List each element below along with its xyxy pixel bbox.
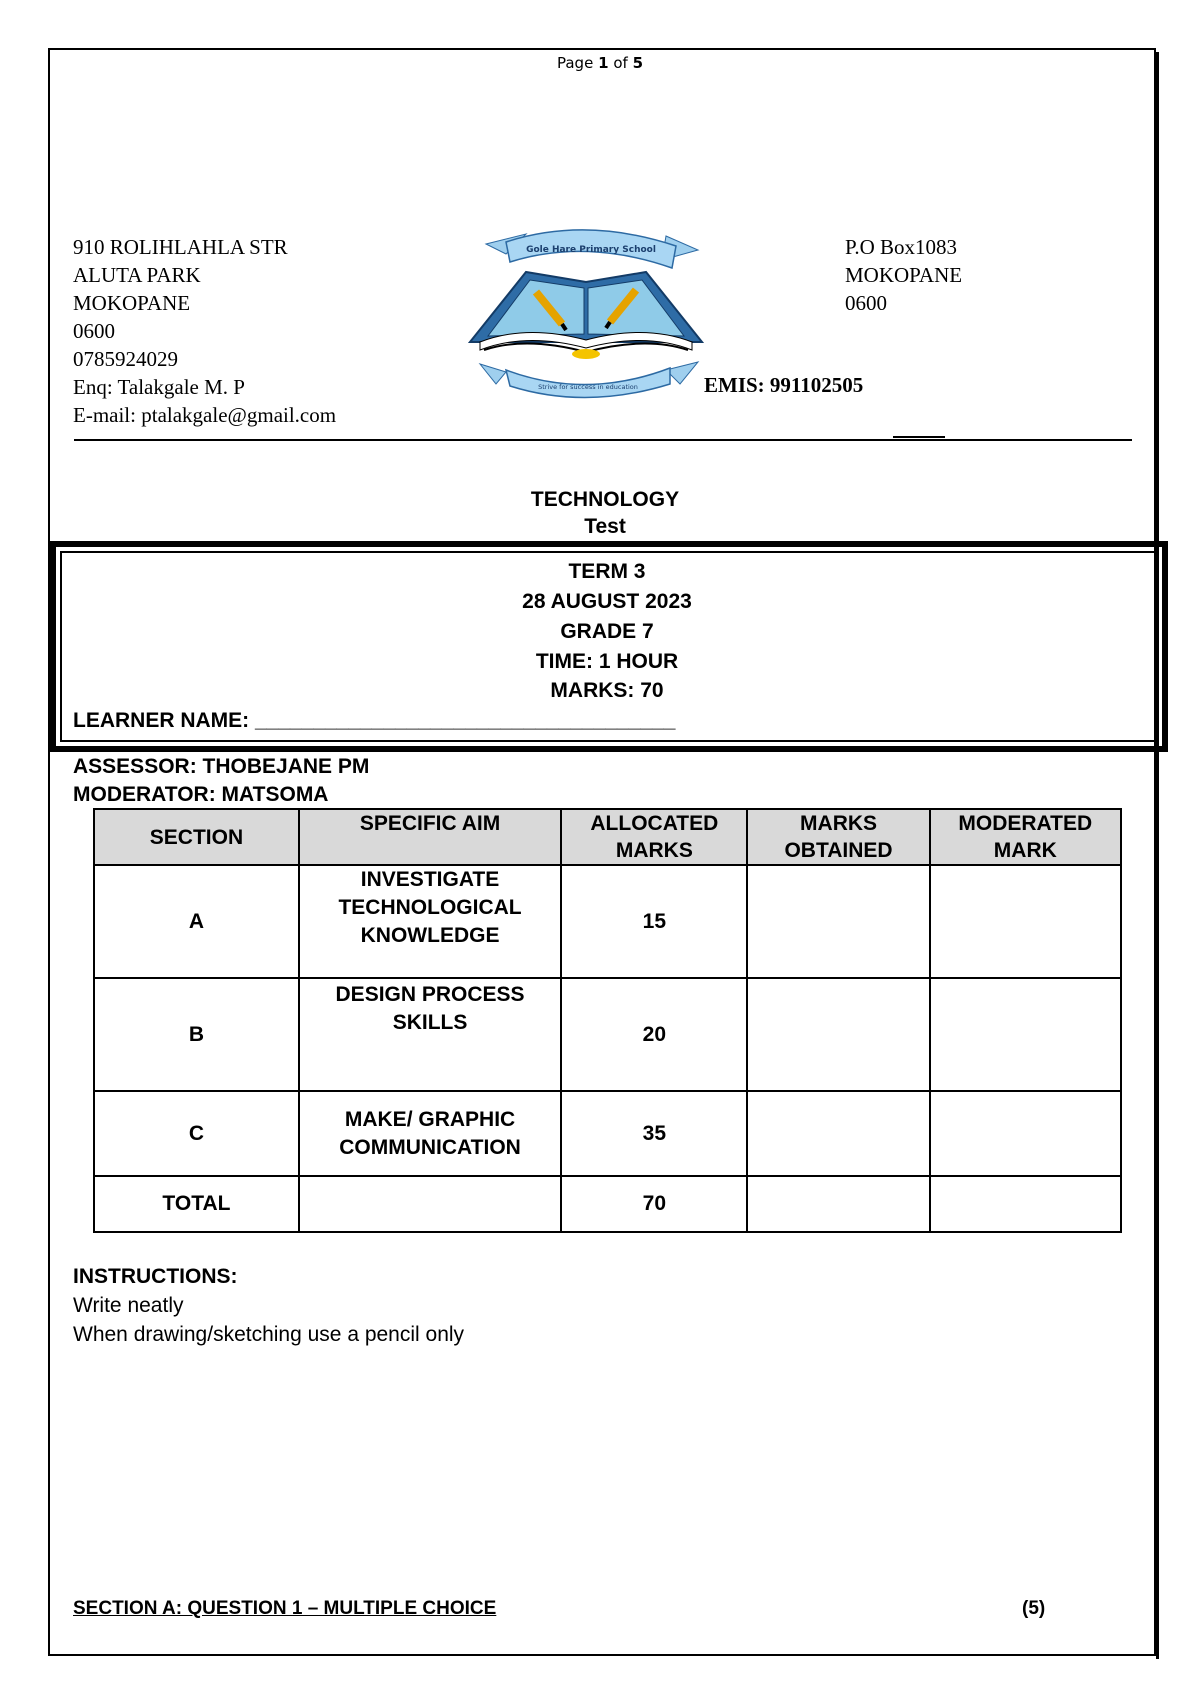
obtained-cell[interactable]	[747, 978, 929, 1091]
obtained-cell[interactable]	[747, 1091, 929, 1176]
address-line: 910 ROLIHLAHLA STR	[73, 235, 288, 259]
divider	[893, 436, 945, 438]
column-header: SPECIFIC AIM	[299, 809, 561, 865]
school-address-left	[73, 233, 336, 429]
learner-name-field[interactable]: LEARNER NAME: ____________________________________	[73, 709, 676, 732]
allocated-cell: 15	[561, 865, 747, 978]
section-a-marks: (5)	[1022, 1598, 1046, 1619]
column-header: MARKS OBTAINED	[747, 809, 929, 865]
logo-top-text: Gole Hare Primary School	[526, 245, 656, 255]
subject-title: TECHNOLOGY	[530, 488, 680, 511]
table-row	[94, 865, 1121, 978]
moderated-cell[interactable]	[930, 1176, 1121, 1232]
divider	[74, 439, 1132, 441]
section-cell: C	[94, 1091, 299, 1176]
assessor: ASSESSOR: THOBEJANE PM	[73, 755, 370, 778]
address-line: MOKOPANE	[73, 291, 191, 315]
address-line: 0600	[73, 319, 115, 343]
total-marks: MARKS: 70	[550, 679, 664, 702]
section-cell: A	[94, 865, 299, 978]
table-header-row	[94, 809, 1121, 865]
paper-type: Test	[584, 515, 626, 538]
allocated-cell: 70	[561, 1176, 747, 1232]
enquiries-contact: Enq: Talakgale M. P	[73, 375, 245, 399]
logo-bottom-text: Strive for success in education	[538, 383, 638, 391]
grade: GRADE 7	[560, 620, 654, 643]
section-cell: TOTAL	[94, 1176, 299, 1232]
page-number: Page 1 of 5	[556, 54, 643, 72]
exam-date: 28 AUGUST 2023	[522, 590, 692, 613]
moderated-cell[interactable]	[930, 1091, 1121, 1176]
emis-number: EMIS: 991102505	[704, 373, 864, 397]
aim-cell: INVESTIGATE TECHNOLOGICAL KNOWLEDGE	[299, 865, 561, 978]
aim-cell: MAKE/ GRAPHIC COMMUNICATION	[299, 1091, 561, 1176]
moderated-cell[interactable]	[930, 978, 1121, 1091]
duration: TIME: 1 HOUR	[535, 650, 679, 673]
section-cell: B	[94, 978, 299, 1091]
allocated-cell: 20	[561, 978, 747, 1091]
column-header: ALLOCATED MARKS	[561, 809, 747, 865]
column-header: MODERATED MARK	[930, 809, 1121, 865]
school-address-right	[845, 233, 962, 317]
column-header: SECTION	[94, 809, 299, 865]
address-line: 0600	[845, 291, 887, 315]
allocated-cell: 35	[561, 1091, 747, 1176]
table-row	[94, 1091, 1121, 1176]
instructions-heading: INSTRUCTIONS:	[73, 1265, 238, 1288]
moderated-cell[interactable]	[930, 865, 1121, 978]
marks-table	[93, 808, 1122, 1233]
po-box: P.O Box1083	[845, 235, 958, 259]
obtained-cell[interactable]	[747, 1176, 929, 1232]
moderator: MODERATOR: MATSOMA	[73, 783, 329, 806]
instruction-item: Write neatly	[73, 1294, 184, 1317]
aim-cell	[299, 1176, 561, 1232]
address-line: ALUTA PARK	[73, 263, 201, 287]
table-row	[94, 978, 1121, 1091]
email-address: E-mail: ptalakgale@gmail.com	[73, 403, 337, 427]
phone-number: 0785924029	[73, 347, 178, 371]
instruction-item: When drawing/sketching use a pencil only	[73, 1323, 465, 1346]
obtained-cell[interactable]	[747, 865, 929, 978]
table-row-total	[94, 1176, 1121, 1232]
section-a-heading: SECTION A: QUESTION 1 – MULTIPLE CHOICE	[73, 1598, 497, 1619]
address-line: MOKOPANE	[845, 263, 963, 287]
aim-cell: DESIGN PROCESS SKILLS	[299, 978, 561, 1091]
school-logo	[466, 224, 706, 404]
term: TERM 3	[568, 560, 646, 583]
